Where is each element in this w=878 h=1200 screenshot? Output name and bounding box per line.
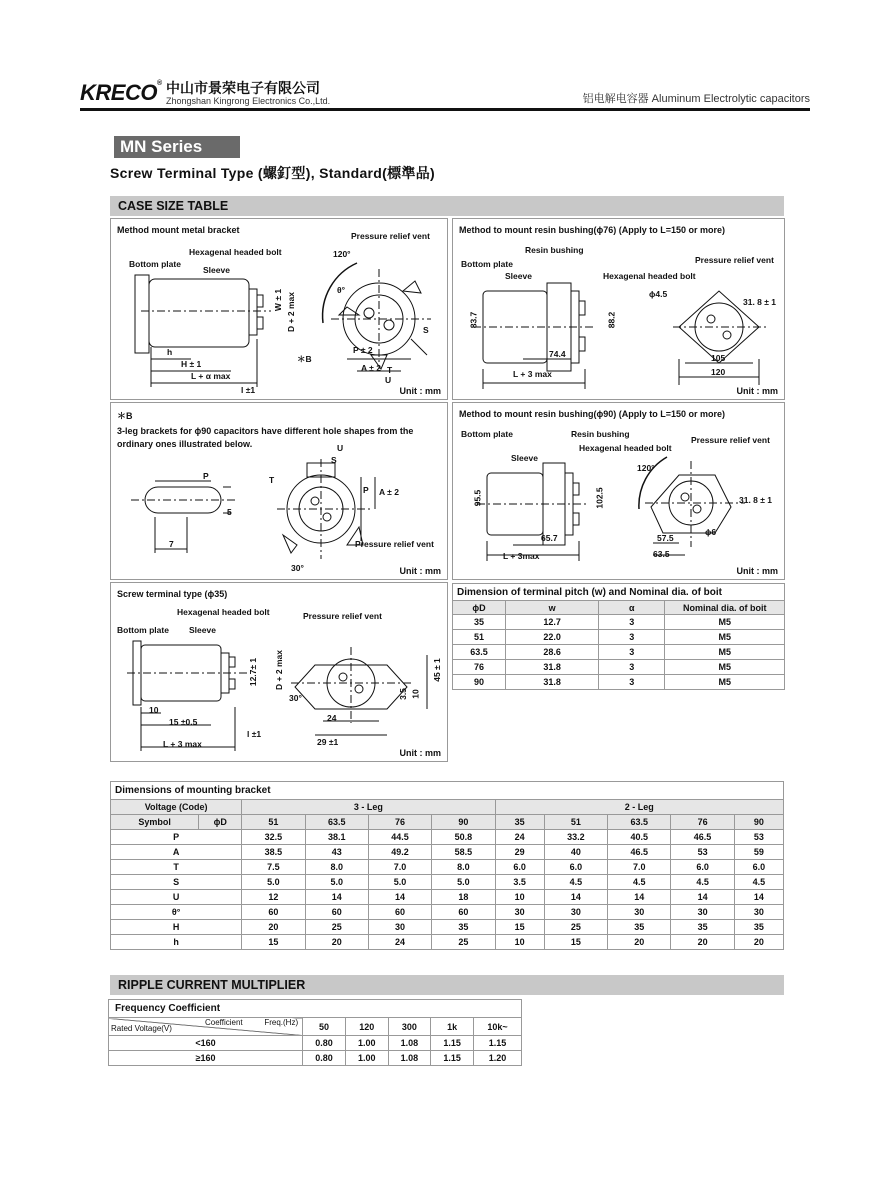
product-type: 铝电解电容器 Aluminum Electrolytic capacitors (582, 93, 810, 105)
table-row: 35 12.7 3 M5 (453, 615, 785, 630)
mounting-bracket-title: Dimensions of mounting bracket (110, 781, 784, 799)
panel-4-title: Method to mount resin bushing(ϕ90) (Apply to L=150 or more) (459, 409, 726, 419)
panel-resin-bushing-76: Method to mount resin bushing(ϕ76) (Apply to L=150 or more) Resin bushing Bottom plate Pressure relief vent Sleeve Hexagenal headed bolt ϕ4.5 31. 8 ± 1 83.7 88.2 74.4 L + 3 max 105 120 Unit : mm (452, 218, 785, 400)
mounting-bracket-grid: Voltage (Code) 3 - Leg 2 - Leg Symbol ϕD 51 63.5 76 90 35 51 63.5 76 90 P 32.5 38.1 44.5 50.8 24 33.2 40.5 46.5 53 A 38.5 43 49.2 58.5 29 40 46.5 53 59 T 7.5 8.0 7.0 8.0 6.0 6.0 7.0 6.0 6.0 S 5.0 5.0 5.0 5.0 3.5 4.5 4.5 4.5 4.5 U 12 14 14 18 10 14 14 14 14 θ° 60 60 60 60 30 30 30 30 30 H 20 25 30 35 15 25 35 35 35 h 15 20 24 25 10 15 20 20 20 (110, 799, 784, 950)
series-badge: MN Series (114, 136, 240, 158)
panel-2-title: Method to mount resin bushing(ϕ76) (Apply to L=150 or more) (459, 225, 726, 235)
panel-3-note: 3-leg brackets for ϕ90 capacitors have different hole shapes from the ordinary ones illustrated below. (117, 426, 414, 449)
company-name-en: Zhongshan Kingrong Electronics Co.,Ltd. (166, 96, 331, 106)
table-row: S 5.0 5.0 5.0 5.0 3.5 4.5 4.5 4.5 4.5 (111, 875, 784, 890)
panel-resin-bushing-90: Method to mount resin bushing(ϕ90) (Apply to L=150 or more) Bottom plate Resin bushing Hexagenal headed bolt Pressure relief vent Sleeve 120° 95.5 102.5 65.7 L + 3max 31. 8 ± 1 57.5 63.5 ϕ6 Unit : mm (452, 402, 785, 580)
table-row: 76 31.8 3 M5 (453, 660, 785, 675)
table-row: ≥160 0.80 1.00 1.08 1.15 1.20 (109, 1051, 522, 1066)
corner-header-cell: Freq.(Hz) Coefficient Rated Voltage(V) (109, 1018, 303, 1036)
table-row: A 38.5 43 49.2 58.5 29 40 46.5 53 59 (111, 845, 784, 860)
terminal-pitch-grid: ϕD w α Nominal dia. of boit 35 12.7 3 M5 51 22.0 3 M5 63.5 28.6 3 M5 76 31.8 3 M5 90 31.8 3 M5 (452, 600, 785, 690)
terminal-pitch-title: Dimension of terminal pitch (w) and Nominal dia. of boit (452, 583, 785, 600)
table-row: P 32.5 38.1 44.5 50.8 24 33.2 40.5 46.5 53 (111, 830, 784, 845)
panel-screw-terminal-35: Screw terminal type (ϕ35) Hexagenal headed bolt Pressure relief vent Bottom plate Sleeve 12.7± 1 D + 2 max 30° 3.5 10 45 ± 1 10 15 ±0.5 l ±1 L + 3 max 24 29 ±1 Unit : mm (110, 582, 448, 762)
panel-5-title: Screw terminal type (ϕ35) (117, 589, 228, 599)
company-name-cn: 中山市景荣电子有限公司 (166, 81, 320, 97)
series-subtitle: Screw Terminal Type (螺釘型), Standard(標準品) (110, 165, 435, 181)
ripple-section-title: RIPPLE CURRENT MULTIPLIER (110, 975, 784, 995)
header-divider (80, 108, 810, 111)
panel-metal-bracket: Method mount metal bracket Pressure relief vent Hexagenal headed bolt Bottom plate Sleeve 120° θ° W ± 1 D + 2 max P ± 2 A ± 2 S T U h H ± 1 L + α max l ±1 ＊B Unit : mm (110, 218, 448, 400)
table-row: <160 0.80 1.00 1.08 1.15 1.15 (109, 1036, 522, 1051)
panel-1-title: Method mount metal bracket (117, 225, 240, 235)
panel-3-title: ＊B (117, 411, 133, 421)
frequency-coefficient-title: Frequency Coefficient (108, 999, 522, 1017)
mounting-bracket-table (110, 781, 784, 950)
table-row: T 7.5 8.0 7.0 8.0 6.0 6.0 7.0 6.0 6.0 (111, 860, 784, 875)
frequency-coefficient-table (108, 999, 522, 1066)
resin-bushing-76-drawing (453, 219, 786, 401)
table-row: 63.5 28.6 3 M5 (453, 645, 785, 660)
case-size-section-title: CASE SIZE TABLE (110, 196, 784, 216)
table-row: h 15 20 24 25 10 15 20 20 20 (111, 935, 784, 950)
table-row: U 12 14 14 18 10 14 14 14 14 (111, 890, 784, 905)
table-row: θ° 60 60 60 60 30 30 30 30 30 (111, 905, 784, 920)
table-row: 51 22.0 3 M5 (453, 630, 785, 645)
table-row: 90 31.8 3 M5 (453, 675, 785, 690)
table-row: H 20 25 30 35 15 25 35 35 35 (111, 920, 784, 935)
frequency-coefficient-grid: Freq.(Hz) Coefficient Rated Voltage(V) 50 120 300 1k 10k~ <160 0.80 1.00 1.08 1.15 1.15 ≥160 0.80 1.00 1.08 1.15 1.20 (108, 1017, 522, 1066)
kreco-logo: KRECO® (80, 80, 162, 105)
panel-3-leg-bracket: ＊B 3-leg brackets for ϕ90 capacitors have different hole shapes from the ordinary ones illustrated below. P 5 7 U S T P A ± 2 Pressure relief vent 30° Unit : mm (110, 402, 448, 580)
terminal-pitch-table (452, 583, 785, 690)
